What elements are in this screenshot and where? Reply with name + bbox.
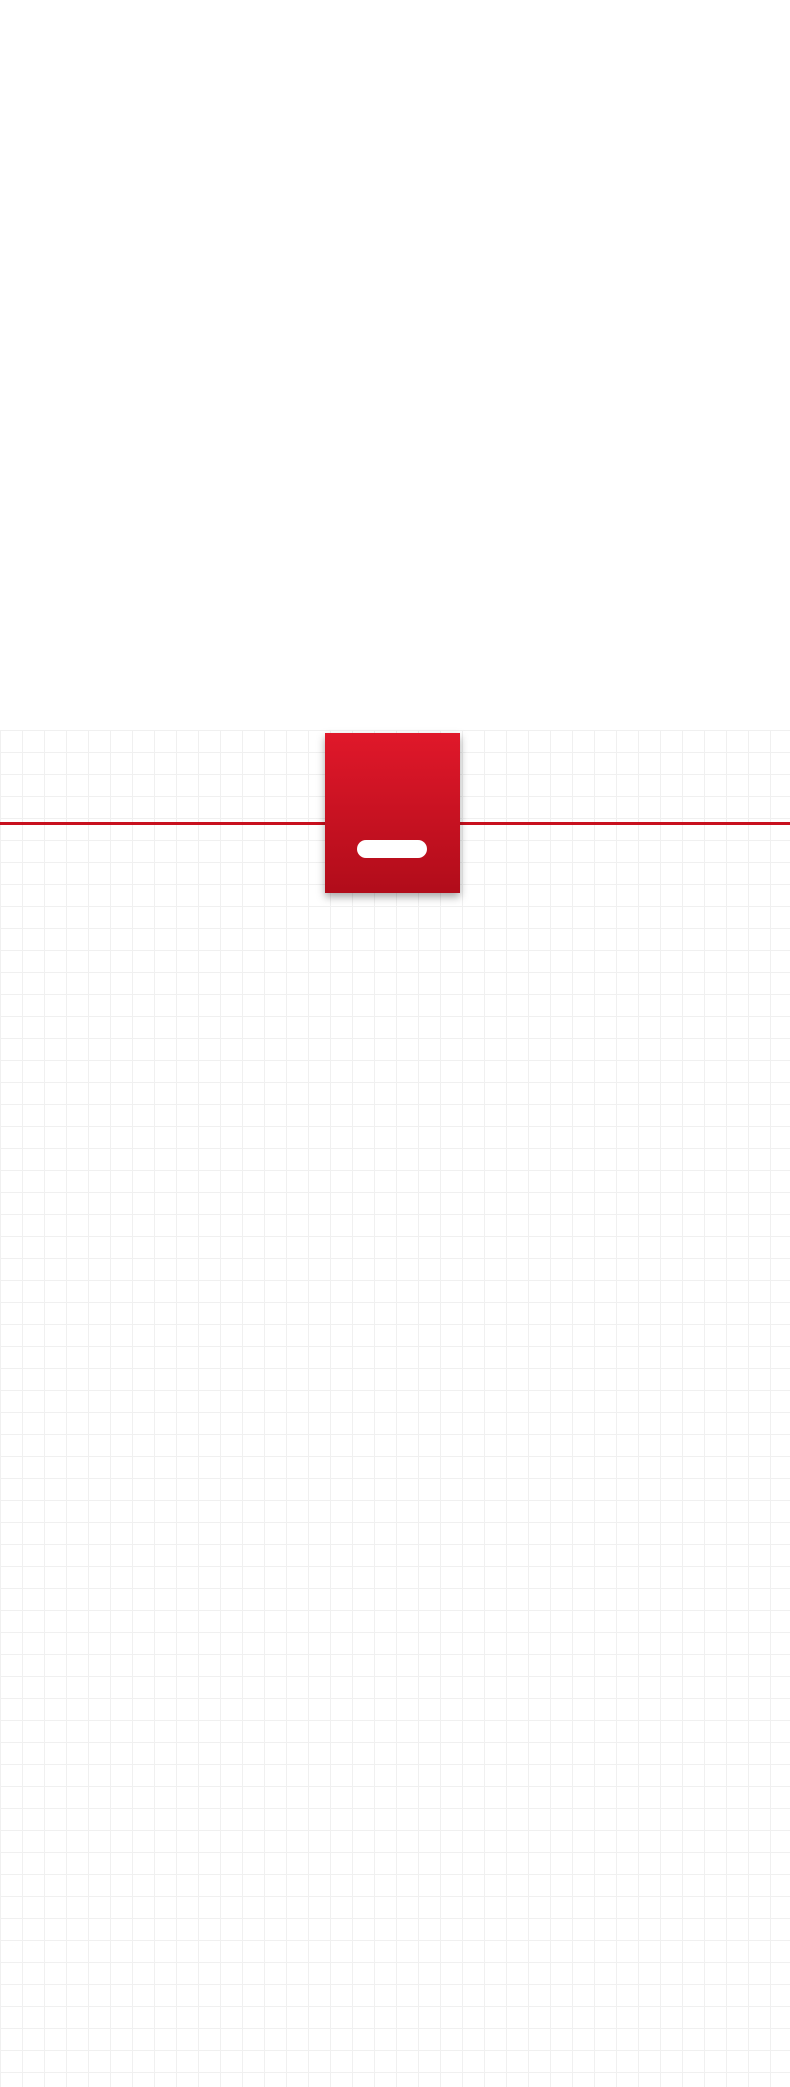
badge-pill [357, 840, 427, 858]
promise-background [0, 730, 790, 2087]
promise-badge [325, 733, 460, 893]
